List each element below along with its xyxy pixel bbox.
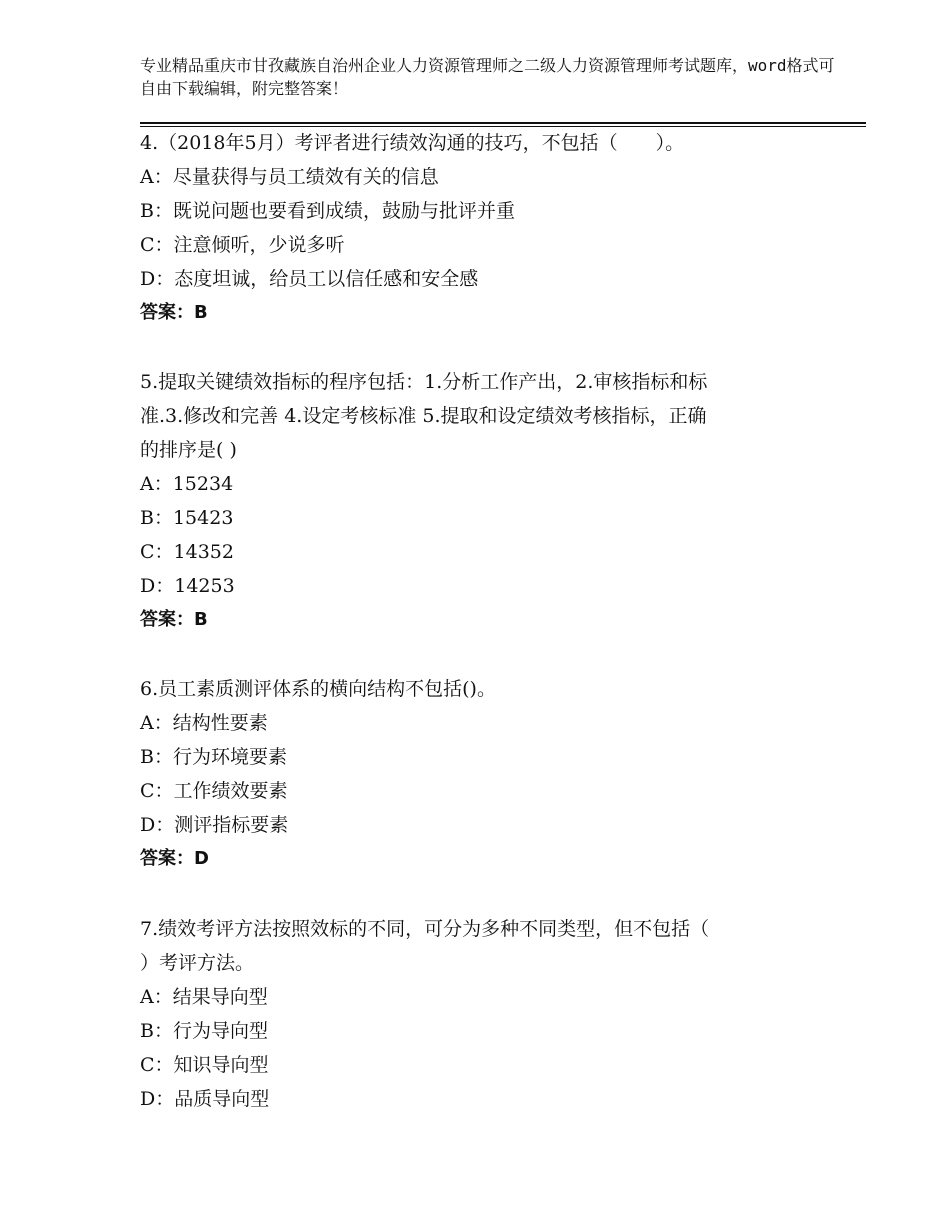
question-5-answer: 答案：B xyxy=(140,609,208,630)
question-5-stem-line-3: 的排序是( ) xyxy=(140,439,237,461)
question-7-stem-line-1: 7.绩效考评方法按照效标的不同，可分为多种不同类型，但不包括（ xyxy=(140,918,710,940)
question-7-option-a: A：结果导向型 xyxy=(140,986,268,1008)
question-6-option-b: B：行为环境要素 xyxy=(140,746,287,768)
question-5-option-a: A：15234 xyxy=(140,473,234,495)
question-7-option-b: B：行为导向型 xyxy=(140,1020,268,1042)
question-7-option-c: C：知识导向型 xyxy=(140,1054,269,1076)
question-4-option-a: A：尽量获得与员工绩效有关的信息 xyxy=(140,166,439,188)
question-6-answer: 答案：D xyxy=(140,848,209,869)
question-6-option-a: A：结构性要素 xyxy=(140,712,268,734)
question-4-option-c: C：注意倾听，少说多听 xyxy=(140,234,345,256)
document-header: 专业精品重庆市甘孜藏族自治州企业人力资源管理师之二级人力资源管理师考试题库，word格式可自由下载编辑，附完整答案！ xyxy=(140,56,835,98)
question-4-stem-line-1: 4.（2018年5月）考评者进行绩效沟通的技巧，不包括（ ）。 xyxy=(140,132,685,154)
question-5-option-d: D：14253 xyxy=(140,575,235,597)
question-5-stem-line-2: 准.3.修改和完善 4.设定考核标准 5.提取和设定绩效考核指标，正确 xyxy=(140,405,707,427)
question-6-option-c: C：工作绩效要素 xyxy=(140,780,288,802)
header-rule-thick xyxy=(140,122,866,124)
question-7-stem-line-2: ）考评方法。 xyxy=(140,952,255,974)
question-5-option-b: B：15423 xyxy=(140,507,234,529)
question-4-answer: 答案：B xyxy=(140,302,208,323)
question-5-stem-line-1: 5.提取关键绩效指标的程序包括：1.分析工作产出，2.审核指标和标 xyxy=(140,371,708,393)
question-6-option-d: D：测评指标要素 xyxy=(140,814,289,836)
question-4-option-d: D：态度坦诚，给员工以信任感和安全感 xyxy=(140,268,479,290)
question-7-option-d: D：品质导向型 xyxy=(140,1088,270,1110)
question-6-stem-line-1: 6.员工素质测评体系的横向结构不包括()。 xyxy=(140,678,496,700)
question-5-option-c: C：14352 xyxy=(140,541,234,563)
question-4-option-b: B：既说问题也要看到成绩，鼓励与批评并重 xyxy=(140,200,515,222)
